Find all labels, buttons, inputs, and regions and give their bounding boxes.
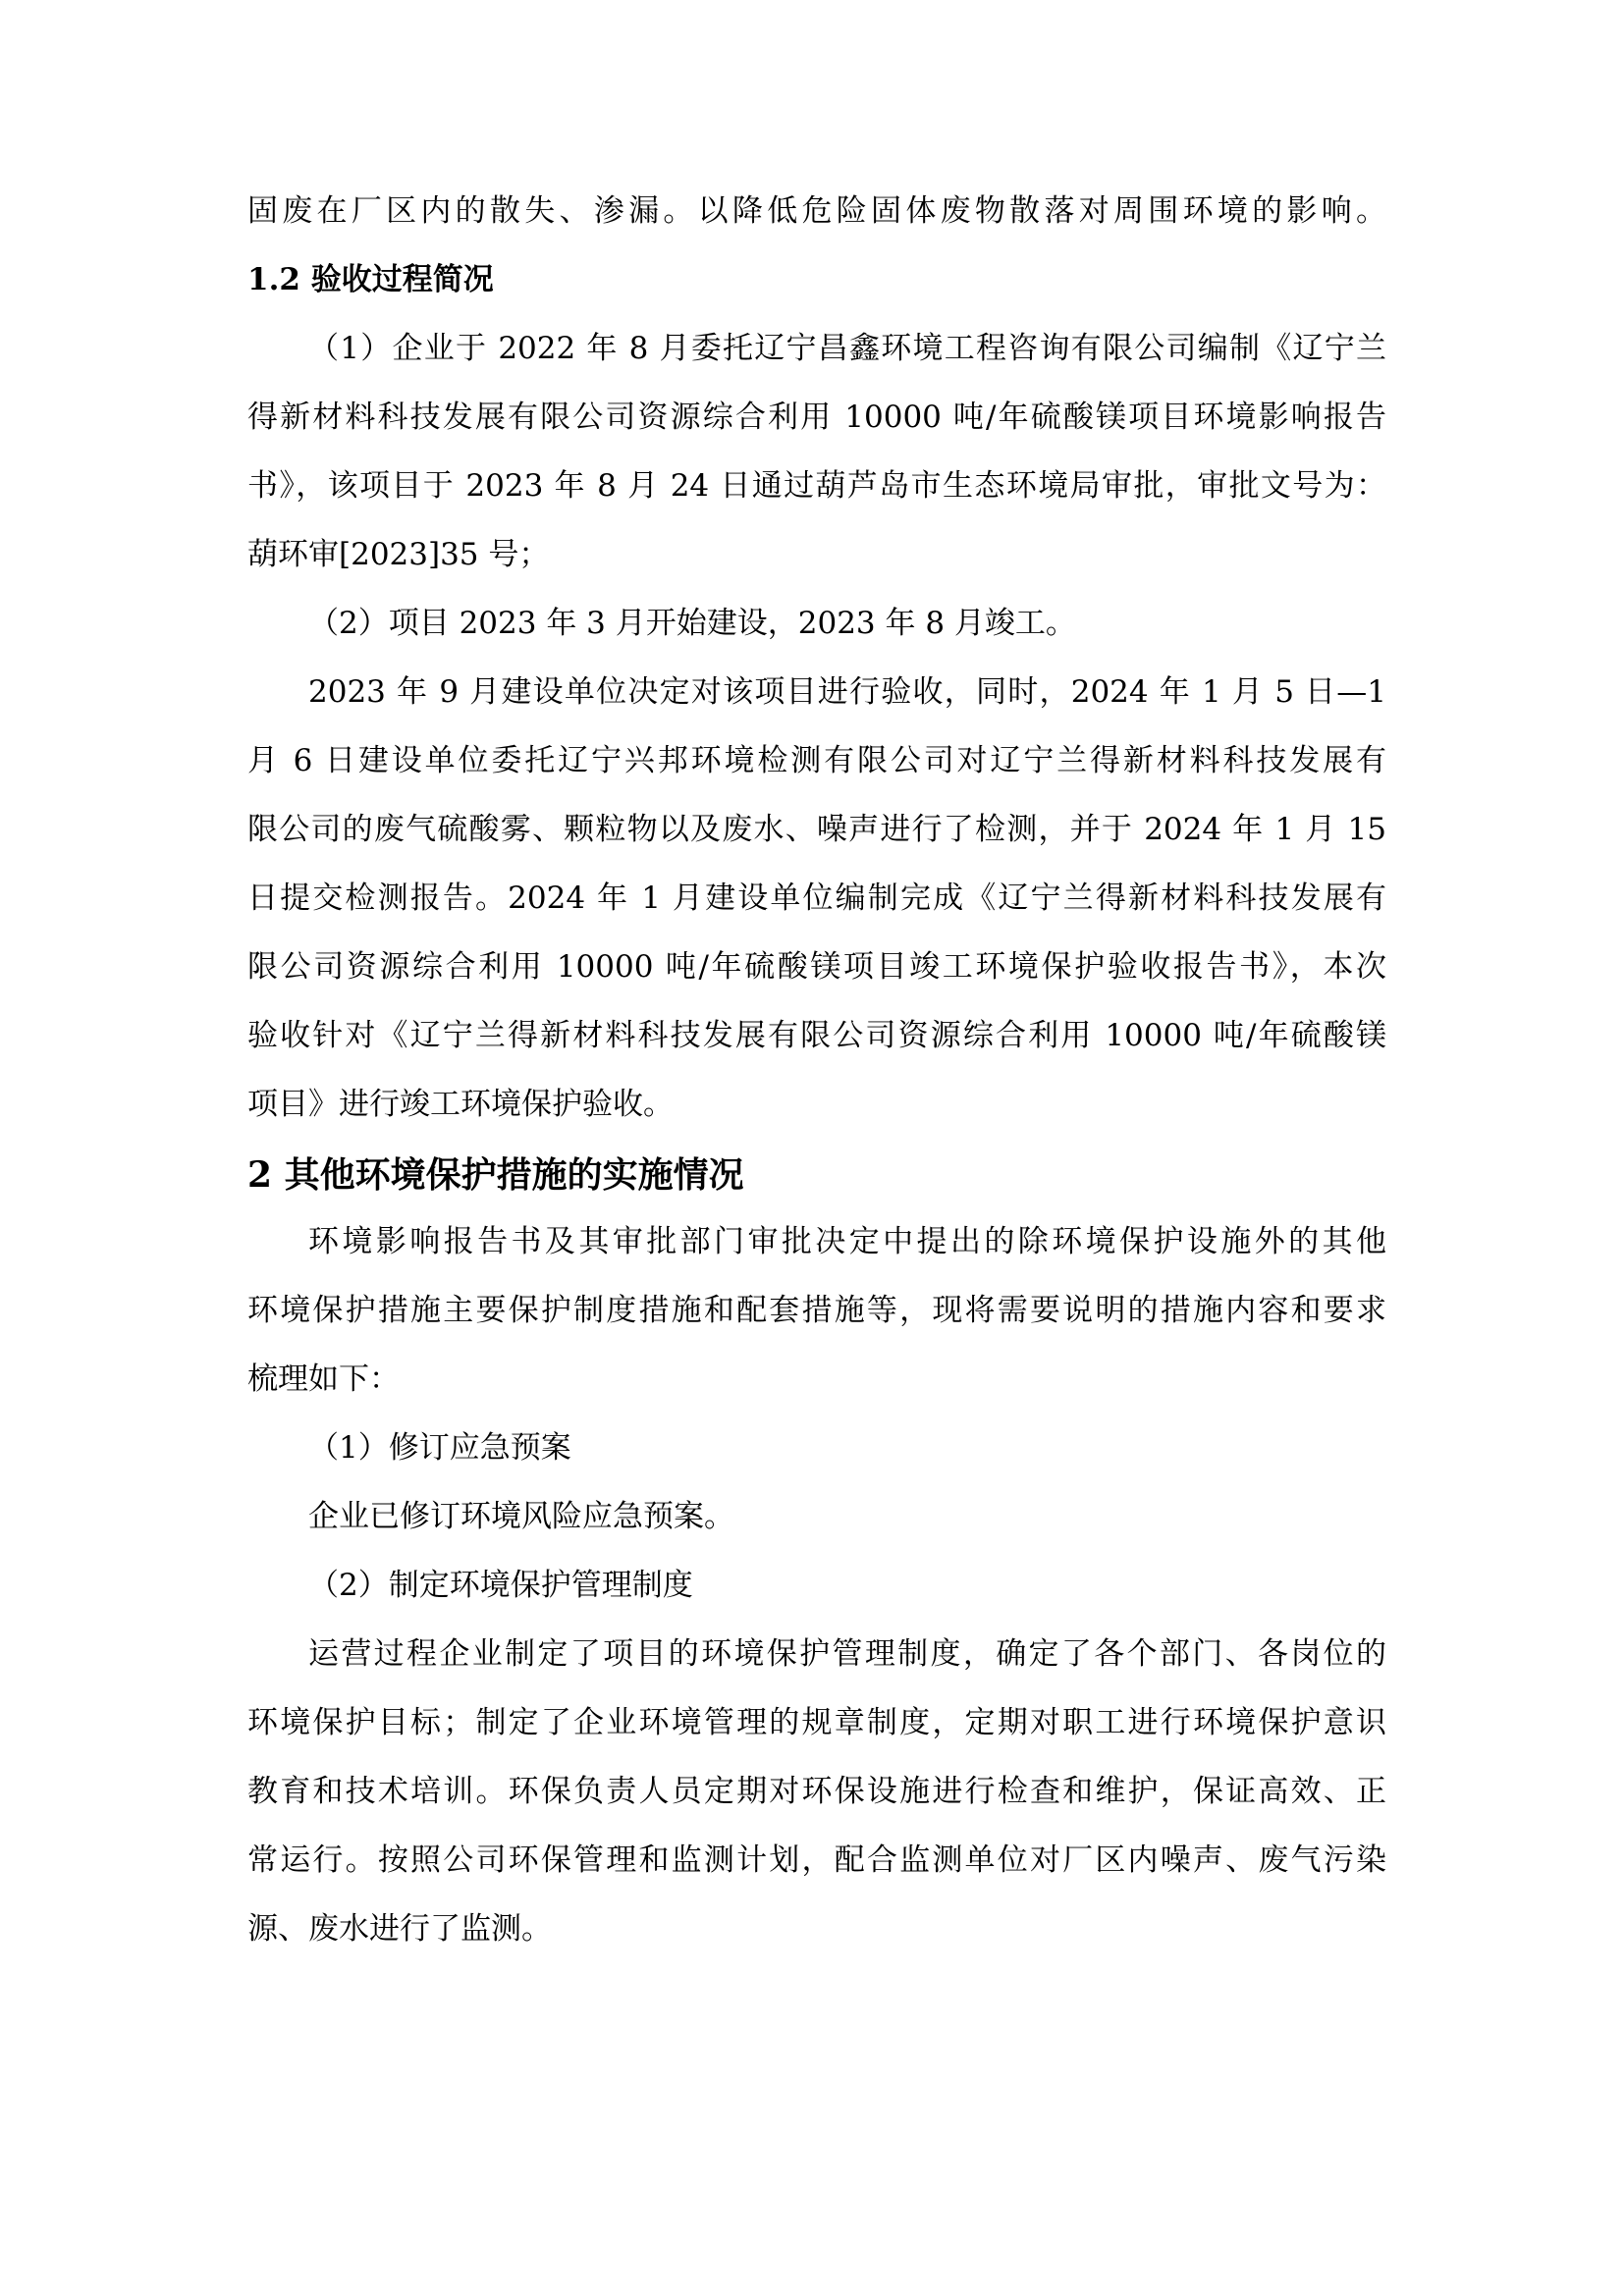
- body-text-line: 日提交检测报告。2024 年 1 月建设单位编制完成《辽宁兰得新材料科技发展有: [247, 881, 1386, 916]
- document-page: [247, 190, 1386, 1977]
- body-text-line: 源、废水进行了监测。: [247, 1911, 552, 1947]
- body-text-line: 2023 年 9 月建设单位决定对该项目进行验收，同时，2024 年 1 月 5 日—1: [308, 674, 1386, 710]
- body-text-line: 环境保护措施主要保护制度措施和配套措施等，现将需要说明的措施内容和要求: [247, 1293, 1386, 1328]
- body-text-line: 月 6 日建设单位委托辽宁兴邦环境检测有限公司对辽宁兰得新材料科技发展有: [247, 743, 1386, 778]
- body-text-line: 教育和技术培训。环保负责人员定期对环保设施进行检查和维护，保证高效、正: [247, 1774, 1386, 1809]
- body-text-line: （1）企业于 2022 年 8 月委托辽宁昌鑫环境工程咨询有限公司编制《辽宁兰: [308, 331, 1386, 366]
- body-text-line: 限公司的废气硫酸雾、颗粒物以及废水、噪声进行了检测，并于 2024 年 1 月 15: [247, 812, 1386, 847]
- body-text-line: 企业已修订环境风险应急预案。: [308, 1499, 734, 1534]
- body-text-line: （1）修订应急预案: [308, 1430, 571, 1466]
- body-text-line: 梳理如下：: [247, 1362, 400, 1397]
- body-text-line: 书》，该项目于 2023 年 8 月 24 日通过葫芦岛市生态环境局审批，审批文号为：: [247, 468, 1386, 504]
- body-text-line: 环境保护目标；制定了企业环境管理的规章制度，定期对职工进行环境保护意识: [247, 1705, 1386, 1740]
- body-text-line: 固废在厂区内的散失、渗漏。以降低危险固体废物散落对周围环境的影响。: [247, 193, 1386, 229]
- section-heading-1-2: 1.2 验收过程简况: [247, 262, 494, 297]
- body-text-line: （2）制定环境保护管理制度: [308, 1568, 693, 1603]
- body-text-line: 环境影响报告书及其审批部门审批决定中提出的除环境保护设施外的其他: [308, 1224, 1386, 1259]
- body-text-line: 葫环审[2023]35 号；: [247, 537, 550, 572]
- body-text-line: 常运行。按照公司环保管理和监测计划，配合监测单位对厂区内噪声、废气污染: [247, 1842, 1386, 1878]
- body-text-line: 项目》进行竣工环境保护验收。: [247, 1087, 674, 1122]
- body-text-line: （2）项目 2023 年 3 月开始建设，2023 年 8 月竣工。: [308, 606, 1076, 641]
- body-text-line: 限公司资源综合利用 10000 吨/年硫酸镁项目竣工环境保护验收报告书》，本次: [247, 949, 1386, 985]
- body-text-line: 验收针对《辽宁兰得新材料科技发展有限公司资源综合利用 10000 吨/年硫酸镁: [247, 1018, 1386, 1053]
- section-heading-2: 2 其他环境保护措施的实施情况: [247, 1154, 744, 1196]
- body-text-line: 得新材料科技发展有限公司资源综合利用 10000 吨/年硫酸镁项目环境影响报告: [247, 400, 1386, 435]
- body-text-line: 运营过程企业制定了项目的环境保护管理制度，确定了各个部门、各岗位的: [308, 1636, 1386, 1672]
